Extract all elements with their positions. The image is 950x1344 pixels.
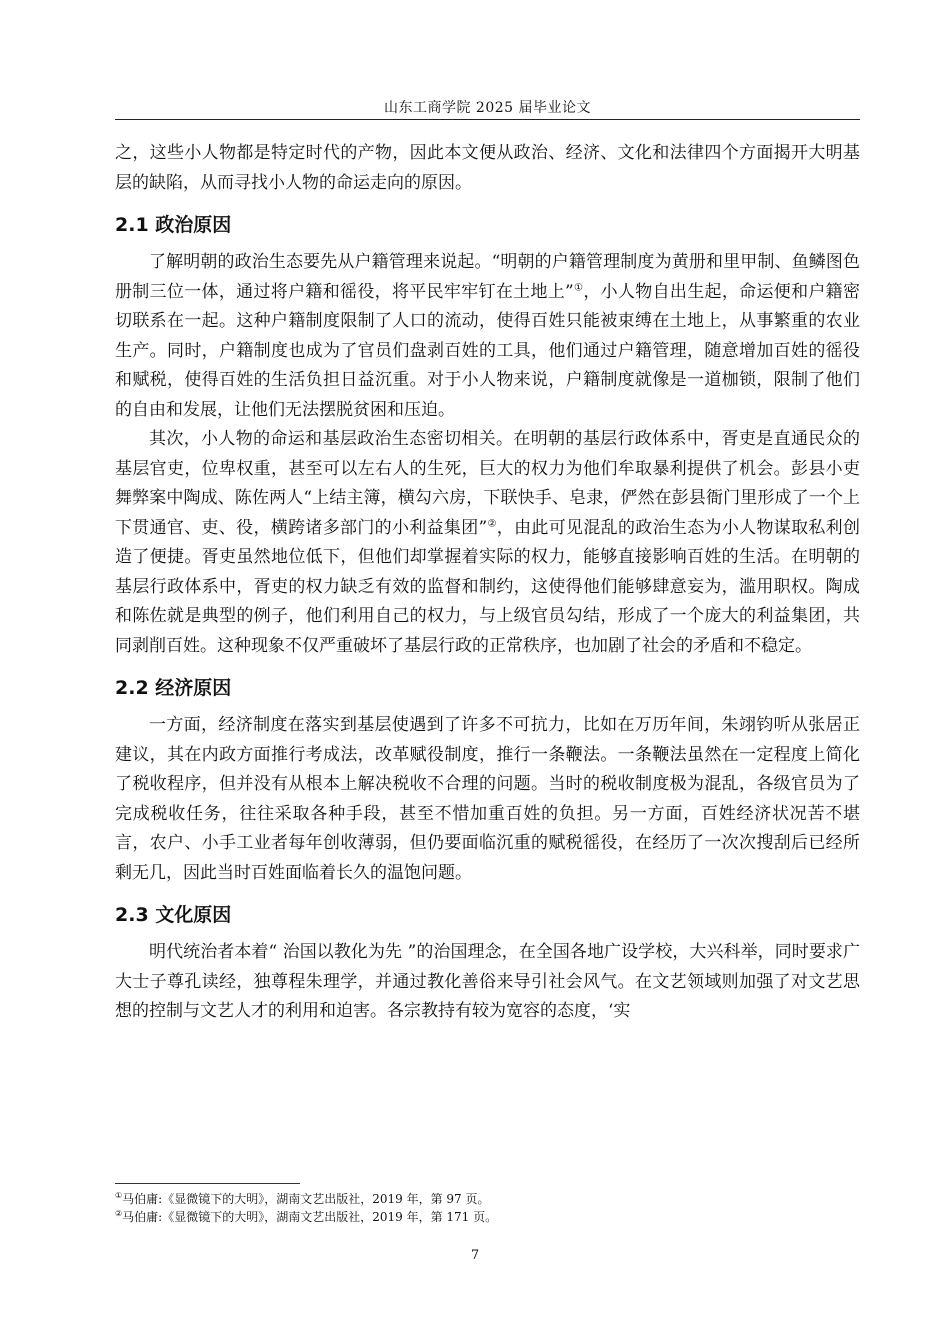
political-paragraph-2-part-b: ，由此可见混乱的政治生态为小人物谋取私利创造了便捷。胥吏虽然地位低下，但他们却掌握着实际的权力，能够直接影响百姓的生活。在明朝的基层行政体系中，胥吏的权力缺乏有效的监督和制约，这使得他们能够肆意妄为，滥用职权。陶成和陈佐就是典型的例子，他们利用自己的权力，与上级官员勾结，形成了一个庞大的利益集团，共同剥削百姓。这种现象不仅严重破坏了基层行政的正常秩序，也加剧了社会的矛盾和不稳定。 [115,517,860,656]
section-heading-economic: 2.2 经济原因 [115,677,232,699]
header-rule [115,119,860,120]
section-heading-cultural: 2.3 文化原因 [115,904,232,926]
section-heading-political: 2.1 政治原因 [115,214,232,236]
footnote-rule [115,1183,300,1184]
footnote-2-mark: ② [115,1209,123,1218]
footnote-ref-2: ② [487,517,497,529]
political-paragraph-1 [115,248,860,425]
political-paragraph-2-part-a: 其次，小人物的命运和基层政治生态密切相关。在明朝的基层行政体系中，胥吏是直通民众的基层官吏，位卑权重，甚至可以左右人的生死，巨大的权力为他们牟取暴利提供了机会。彭县小吏舞弊案中陶成、陈佐两人“上结主簿，横勾六房，下联快手、皂隶，俨然在彭县衙门里形成了一个上下贯通官、吏、役，横跨诸多部门的小利益集团” [115,429,860,538]
body-text [115,139,860,1027]
political-paragraph-1-part-b: ，小人物自出生起，命运便和户籍密切联系在一起。这种户籍制度限制了人口的流动，使得百姓只能被束缚在土地上，从事繁重的农业生产。同时，户籍制度也成为了官员们盘剥百姓的工具，他们通过户籍管理，随意增加百姓的徭役和赋税，使得百姓的生活负担日益沉重。对于小人物来说，户籍制度就像是一道枷锁，限制了他们的自由和发展，让他们无法摆脱贫困和压迫。 [115,281,860,420]
footnote-ref-1: ① [573,281,584,293]
page-header: 山东工商学院 2025 届毕业论文 [383,100,592,116]
footnote-1 [115,1190,860,1208]
footnote-2-text: 马伯庸:《显微镜下的大明》，湖南文艺出版社，2019 年，第 171 页。 [122,1210,498,1224]
cultural-paragraph-1: 明代统治者本着“ 治国以教化为先 ”的治国理念，在全国各地广设学校，大兴科举，同时要求广大士子尊孔读经，独尊程朱理学，并通过教化善俗来导引社会风气。在文艺领域则加强了对文艺思想的控制与文艺人才的利用和迫害。各宗教持有较为宽容的态度，‘实 [115,942,860,1021]
page-number: 7 [470,1248,480,1263]
political-paragraph-1-part-a: 了解明朝的政治生态要先从户籍管理来说起。“明朝的户籍管理制度为黄册和里甲制、鱼鳞图色册制三位一体，通过将户籍和徭役，将平民牢牢钉在土地上” [115,252,860,302]
intro-paragraph: 之，这些小人物都是特定时代的产物，因此本文便从政治、经济、文化和法律四个方面揭开大明基层的缺陷，从而寻找小人物的命运走向的原因。 [115,143,860,193]
footnotes [115,1190,860,1226]
footnote-1-text: 马伯庸:《显微镜下的大明》，湖南文艺出版社，2019 年，第 97 页。 [122,1192,490,1206]
footnote-2 [115,1208,860,1226]
footnote-1-mark: ① [115,1191,123,1200]
political-paragraph-2 [115,425,860,661]
economic-paragraph-1: 一方面，经济制度在落实到基层使遇到了许多不可抗力，比如在万历年间，朱翊钧听从张居正建议，其在内政方面推行考成法，改革赋役制度，推行一条鞭法。一条鞭法虽然在一定程度上简化了税收程序，但并没有从根本上解决税收不合理的问题。当时的税收制度极为混乱，各级官员为了完成税收任务，往往采取各种手段，甚至不惜加重百姓的负担。另一方面，百姓经济状况苦不堪言，农户、小手工业者每年创收薄弱，但仍要面临沉重的赋税徭役，在经历了一次次搜刮后已经所剩无几，因此当时百姓面临着长久的温饱问题。 [115,715,860,883]
